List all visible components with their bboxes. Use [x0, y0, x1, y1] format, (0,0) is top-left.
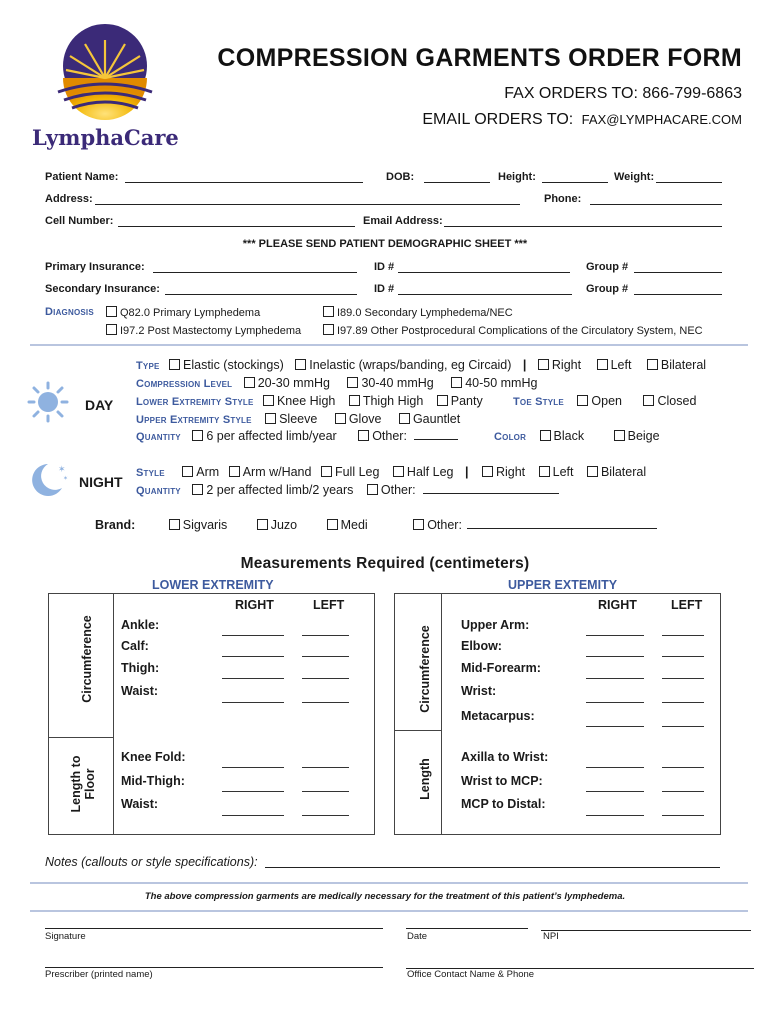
phone-field[interactable]: [590, 204, 722, 205]
wrist-left-field[interactable]: [662, 702, 704, 703]
compression-label: Compression Level: [136, 378, 233, 390]
wrist-right-field[interactable]: [586, 702, 644, 703]
office-contact-label: Office Contact Name & Phone: [407, 969, 535, 980]
date-field[interactable]: [406, 928, 528, 929]
day-label: DAY: [85, 397, 114, 413]
secondary-id-label: ID #: [374, 283, 395, 295]
mid-thigh-label: Mid-Thigh:: [121, 774, 185, 788]
thigh-high[interactable]: Thigh High: [349, 394, 423, 408]
lower-length-to-floor-label: Length to Floor: [69, 755, 97, 813]
quantity-other-field[interactable]: [414, 429, 458, 440]
day-right[interactable]: Right: [538, 358, 581, 372]
compression-row: [136, 376, 537, 390]
brand-other-field[interactable]: [467, 518, 657, 529]
upper-style-label: Upper Extremity Style: [136, 414, 252, 426]
address-field[interactable]: [95, 204, 520, 205]
upper-arm-left-field[interactable]: [662, 635, 704, 636]
secondary-id-field[interactable]: [398, 294, 572, 295]
sunrise-logo-icon: [30, 20, 180, 120]
cell-number-label: Cell Number:: [45, 215, 114, 227]
height-label: Height:: [498, 171, 536, 183]
mid-forearm-label: Mid-Forearm:: [461, 661, 541, 675]
upper-extremity-table: [394, 593, 721, 835]
calf-right-field[interactable]: [222, 656, 284, 657]
elbow-left-field[interactable]: [662, 656, 704, 657]
patient-name-field[interactable]: [125, 182, 363, 183]
prescriber-field[interactable]: [45, 967, 383, 968]
ankle-right-field[interactable]: [222, 635, 284, 636]
knee-high[interactable]: Knee High: [263, 394, 335, 408]
brand-juzo[interactable]: Juzo: [257, 518, 297, 532]
upper-length-label: Length: [418, 758, 432, 800]
patient-name-label: Patient Name:: [45, 171, 119, 183]
elbow-label: Elbow:: [461, 639, 502, 653]
axilla-to-wrist-label: Axilla to Wrist:: [461, 750, 549, 764]
brand-sigvaris[interactable]: Sigvaris: [169, 518, 227, 532]
toe-closed[interactable]: Closed: [643, 394, 696, 408]
toe-style-row: [513, 394, 696, 408]
compression-40-50[interactable]: 40-50 mmHg: [451, 376, 537, 390]
lower-style-row: [136, 394, 483, 408]
logo-text: LymphaCare: [32, 125, 179, 150]
night-half-leg[interactable]: Half Leg: [393, 465, 454, 479]
primary-insurance-label: Primary Insurance:: [45, 261, 145, 273]
quantity-6-per-year[interactable]: 6 per affected limb/year: [192, 429, 336, 443]
color-label: Color: [494, 431, 527, 443]
secondary-group-label: Group #: [586, 283, 629, 295]
quantity-row: [136, 429, 458, 443]
compression-30-40[interactable]: 30-40 mmHg: [347, 376, 433, 390]
mid-forearm-right-field[interactable]: [586, 678, 644, 679]
height-field[interactable]: [542, 182, 608, 183]
type-row: [136, 358, 706, 372]
date-label: Date: [407, 931, 428, 942]
night-quantity-label: Quantity: [136, 485, 181, 497]
weight-label: Weight:: [614, 171, 655, 183]
address-label: Address:: [45, 193, 93, 205]
diagnosis-label: Diagnosis: [45, 306, 94, 318]
night-bilateral[interactable]: Bilateral: [587, 465, 646, 479]
compression-20-30[interactable]: 20-30 mmHg: [244, 376, 330, 390]
toe-open[interactable]: Open: [577, 394, 622, 408]
night-left[interactable]: Left: [539, 465, 574, 479]
night-arm[interactable]: Arm: [182, 465, 219, 479]
type-label: Type: [136, 360, 160, 372]
dob-field[interactable]: [424, 182, 490, 183]
elbow-right-field[interactable]: [586, 656, 644, 657]
night-style-row: [136, 465, 646, 479]
wrist-to-mcp-right-field[interactable]: [586, 791, 644, 792]
upper-arm-right-field[interactable]: [586, 635, 644, 636]
length-waist-right-field[interactable]: [222, 815, 284, 816]
diagnosis-option-q820[interactable]: Q82.0 Primary Lymphedema: [106, 306, 260, 319]
night-style-label: Style: [136, 467, 165, 479]
upper-left-header: LEFT: [671, 598, 703, 612]
waist-left-field[interactable]: [302, 702, 349, 703]
thigh-left-field[interactable]: [302, 678, 349, 679]
metacarpus-label: Metacarpus:: [461, 709, 535, 723]
signature-label: Signature: [45, 931, 86, 942]
night-full-leg[interactable]: Full Leg: [321, 465, 379, 479]
sleeve[interactable]: Sleeve: [265, 412, 317, 426]
upper-divider: [395, 730, 441, 731]
length-waist-label: Waist:: [121, 797, 159, 811]
checkbox[interactable]: [106, 306, 117, 317]
wrist-label: Wrist:: [461, 684, 497, 698]
brand-label: Brand:: [95, 518, 136, 532]
color-black[interactable]: Black: [540, 429, 585, 443]
thigh-right-field[interactable]: [222, 678, 284, 679]
type-elastic[interactable]: Elastic (stockings): [169, 358, 284, 372]
lower-style-label: Lower Extremity Style: [136, 396, 254, 408]
mcp-to-distal-left-field[interactable]: [662, 815, 704, 816]
color-row: [494, 429, 660, 443]
email-address-field[interactable]: [444, 226, 722, 227]
wrist-to-mcp-left-field[interactable]: [662, 791, 704, 792]
knee-fold-label: Knee Fold:: [121, 750, 186, 764]
primary-insurance-field[interactable]: [153, 272, 357, 273]
primary-id-field[interactable]: [398, 272, 570, 273]
mid-forearm-left-field[interactable]: [662, 678, 704, 679]
statement-bottom-divider: [30, 910, 748, 912]
day-left[interactable]: Left: [597, 358, 632, 372]
dob-label: DOB:: [386, 171, 415, 183]
waist-right-field[interactable]: [222, 702, 284, 703]
pipe-separator: |: [464, 465, 469, 479]
quantity-other[interactable]: Other:: [358, 429, 407, 443]
upper-extremity-title: UPPER EXTEMITY: [508, 578, 618, 592]
day-bilateral[interactable]: Bilateral: [647, 358, 706, 372]
primary-group-field[interactable]: [634, 272, 722, 273]
fax-line: FAX ORDERS TO: 866-799-6863: [504, 85, 742, 102]
svg-text:✶: ✶: [63, 475, 69, 482]
night-other-field[interactable]: [423, 483, 559, 494]
email-line: [422, 111, 742, 129]
panty[interactable]: Panty: [437, 394, 483, 408]
upper-style-row: [136, 412, 460, 426]
glove[interactable]: Glove: [335, 412, 382, 426]
weight-field[interactable]: [656, 182, 722, 183]
upper-circumference-label: Circumference: [418, 625, 432, 713]
waist-label: Waist:: [121, 684, 159, 698]
svg-text:✶: ✶: [58, 465, 66, 475]
night-right[interactable]: Right: [482, 465, 525, 479]
brand-medi[interactable]: Medi: [327, 518, 368, 532]
knee-fold-right-field[interactable]: [222, 767, 284, 768]
lower-extremity-title: LOWER EXTREMITY: [152, 578, 274, 592]
npi-label: NPI: [543, 931, 559, 942]
email-orders-label: EMAIL ORDERS TO:: [422, 111, 574, 128]
night-arm-hand[interactable]: Arm w/Hand: [229, 465, 312, 479]
axilla-to-wrist-right-field[interactable]: [586, 767, 644, 768]
diagnosis-option-i972[interactable]: I97.2 Post Mastectomy Lymphedema: [106, 324, 301, 337]
lower-left-header: LEFT: [313, 598, 345, 612]
type-inelastic[interactable]: Inelastic (wraps/banding, eg Circaid): [295, 358, 511, 372]
pipe-separator: |: [522, 358, 527, 372]
sun-icon: [26, 380, 70, 424]
color-beige[interactable]: Beige: [614, 429, 660, 443]
knee-fold-left-field[interactable]: [302, 767, 349, 768]
lower-right-header: RIGHT: [235, 598, 274, 612]
form-title: COMPRESSION GARMENTS ORDER FORM: [217, 44, 742, 72]
calf-left-field[interactable]: [302, 656, 349, 657]
email-orders-value: FAX@LYMPHACARE.COM: [581, 112, 742, 127]
mcp-to-distal-right-field[interactable]: [586, 815, 644, 816]
section-divider: [30, 344, 748, 346]
cell-number-field[interactable]: [118, 226, 355, 227]
metacarpus-left-field[interactable]: [662, 726, 704, 727]
logo: [30, 20, 180, 150]
diagnosis-option-i890[interactable]: I89.0 Secondary Lymphedema/NEC: [323, 306, 513, 319]
brand-row: [95, 518, 657, 532]
quantity-label: Quantity: [136, 431, 181, 443]
brand-other[interactable]: Other:: [413, 518, 462, 532]
toe-style-label: Toe Style: [513, 396, 564, 408]
axilla-to-wrist-left-field[interactable]: [662, 767, 704, 768]
statement-top-divider: [30, 882, 748, 884]
checkbox[interactable]: [106, 324, 117, 335]
ankle-label: Ankle:: [121, 618, 160, 632]
wrist-to-mcp-label: Wrist to MCP:: [461, 774, 543, 788]
mid-thigh-left-field[interactable]: [302, 791, 349, 792]
mcp-to-distal-label: MCP to Distal:: [461, 797, 546, 811]
notes-field[interactable]: [265, 867, 720, 868]
ankle-left-field[interactable]: [302, 635, 349, 636]
measurements-title: Measurements Required (centimeters): [240, 555, 530, 572]
night-quantity-other[interactable]: Other:: [367, 483, 416, 497]
medical-necessity-statement: The above compression garments are medically necessary for the treatment of this patient’s lymphedema.: [144, 891, 626, 902]
lower-extremity-table: [48, 593, 375, 835]
thigh-label: Thigh:: [121, 661, 160, 675]
length-waist-left-field[interactable]: [302, 815, 349, 816]
checkbox[interactable]: [323, 306, 334, 317]
lower-circumference-label: Circumference: [80, 615, 94, 703]
night-quantity-row: [136, 483, 559, 497]
mid-thigh-right-field[interactable]: [222, 791, 284, 792]
gauntlet[interactable]: Gauntlet: [399, 412, 460, 426]
checkbox[interactable]: [323, 324, 334, 335]
night-quantity-2-per[interactable]: 2 per affected limb/2 years: [192, 483, 353, 497]
moon-icon: [28, 460, 70, 500]
phone-label: Phone:: [544, 193, 582, 205]
npi-field[interactable]: [541, 930, 751, 931]
email-address-label: Email Address:: [363, 215, 443, 227]
prescriber-label: Prescriber (printed name): [45, 969, 153, 980]
calf-label: Calf:: [121, 639, 149, 653]
diagnosis-option-i9789[interactable]: I97.89 Other Postprocedural Complications of the Circulatory System, NEC: [323, 324, 703, 337]
secondary-insurance-label: Secondary Insurance:: [45, 283, 160, 295]
primary-id-label: ID #: [374, 261, 395, 273]
signature-field[interactable]: [45, 928, 383, 929]
notes-label: Notes (callouts or style specifications):: [45, 855, 258, 869]
demographic-notice: *** PLEASE SEND PATIENT DEMOGRAPHIC SHEET ***: [242, 238, 528, 250]
upper-arm-label: Upper Arm:: [461, 618, 530, 632]
metacarpus-right-field[interactable]: [586, 726, 644, 727]
primary-group-label: Group #: [586, 261, 629, 273]
upper-right-header: RIGHT: [598, 598, 637, 612]
secondary-group-field[interactable]: [634, 294, 722, 295]
night-label: NIGHT: [79, 474, 123, 490]
lower-divider: [49, 737, 113, 738]
secondary-insurance-field[interactable]: [165, 294, 357, 295]
